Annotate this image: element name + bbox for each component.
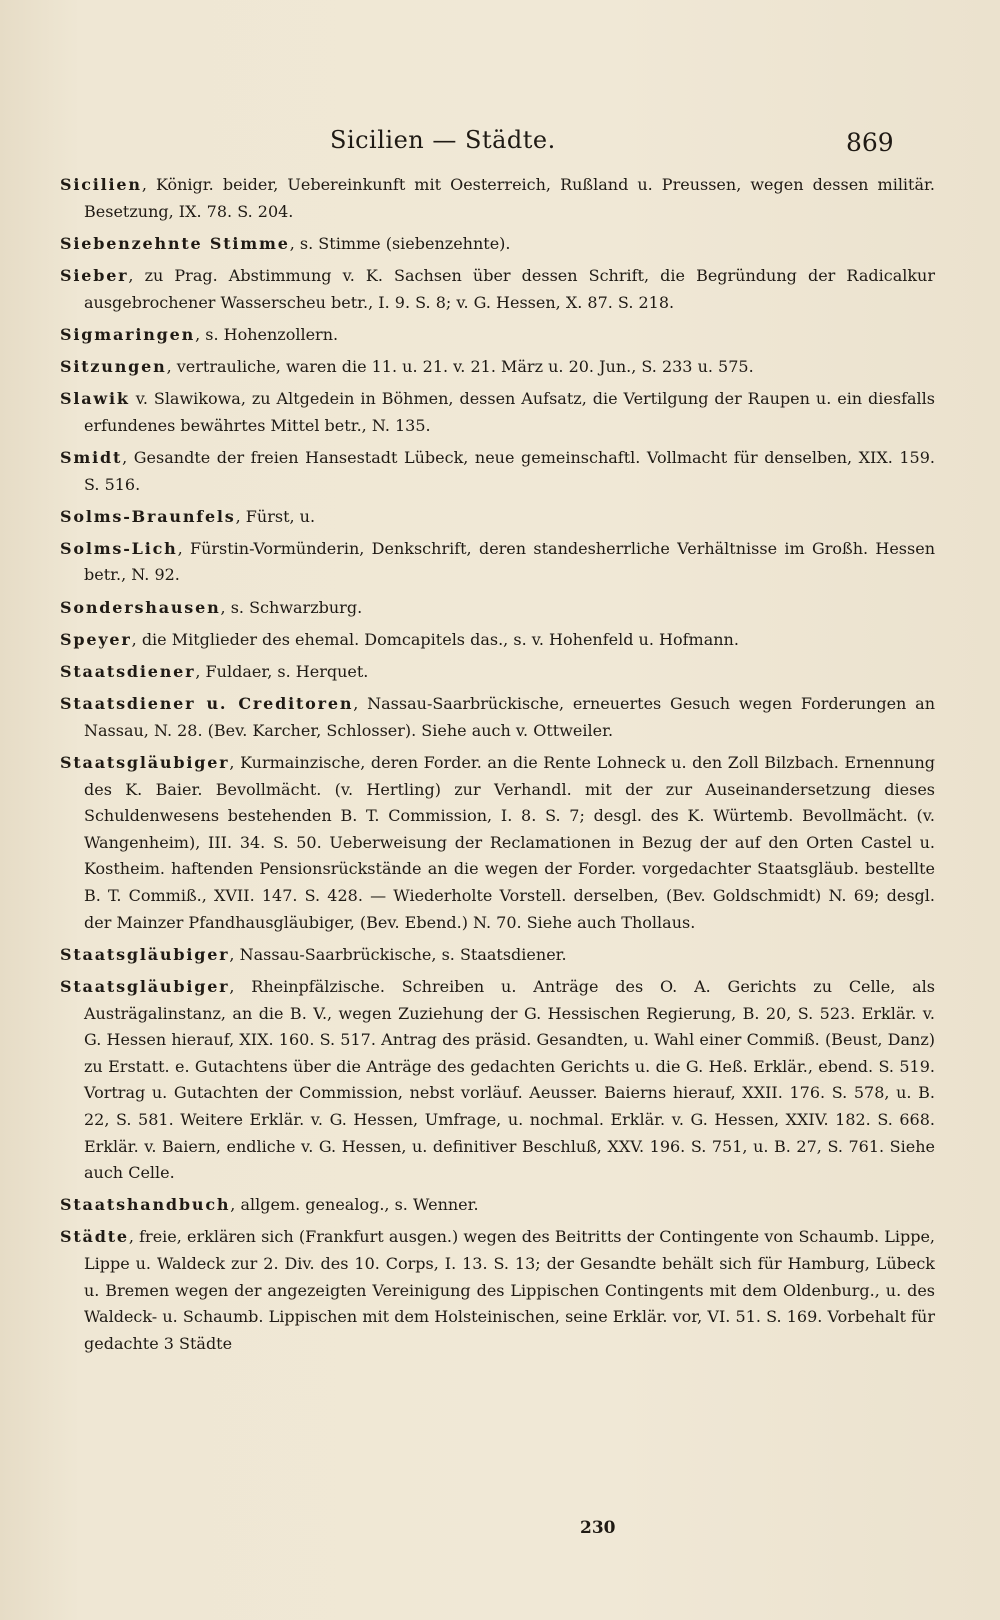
entry-headword: Smidt bbox=[60, 447, 123, 467]
entry-text: v. Slawikowa, zu Altgedein in Böhmen, dessen Aufsatz, die Vertilgung der Raupen u. ein diesfalls erfundenes bewährtes Mittel betr., N. 135. bbox=[84, 389, 935, 435]
entry-text: , s. Stimme (siebenzehnte). bbox=[289, 233, 511, 253]
entry-headword: Sondershausen bbox=[60, 597, 221, 617]
entry-text: , Königr. beider, Uebereinkunft mit Oesterreich, Rußland u. Preussen, wegen dessen militär. Besetzung, IX. 78. S. 204. bbox=[84, 175, 935, 221]
index-entries bbox=[60, 172, 935, 1363]
running-head: Sicilien — Städte. bbox=[330, 126, 556, 154]
entry-text: , s. Schwarzburg. bbox=[220, 597, 363, 617]
entry-text: , Fürst, u. bbox=[235, 506, 316, 526]
entry-text: , allgem. genealog., s. Wenner. bbox=[230, 1195, 479, 1215]
index-entry bbox=[60, 322, 935, 349]
entry-text: , vertrauliche, waren die 11. u. 21. v. 21. März u. 20. Jun., S. 233 u. 575. bbox=[166, 356, 754, 376]
entry-headword: Sitzungen bbox=[60, 356, 167, 376]
index-entry bbox=[60, 659, 935, 686]
index-entry bbox=[60, 627, 935, 654]
entry-headword: Sicilien bbox=[60, 175, 142, 194]
entry-text: , freie, erklären sich (Frankfurt ausgen.) wegen des Beitritts der Contingente von Schaumb. Lippe, Lippe u. Waldeck zur 2. Div. des 10. Corps, I. 13. S. 13; der Gesandte behält sich für Hamburg, Lübeck u. Bremen wegen der angezeigten Vereinigung des Lippischen Contingents mit dem Oldenburg., u. des Waldeck- u. Schaumb. Lippischen mit dem Holsteinischen, seine Erklär. vor, VI. 51. S. 169. Vorbehalt für gedachte 3 Städte bbox=[84, 1227, 935, 1353]
entry-headword: Sigmaringen bbox=[60, 324, 196, 344]
index-entry bbox=[60, 750, 935, 936]
index-entry bbox=[60, 504, 935, 531]
index-entry bbox=[60, 974, 935, 1187]
index-entry bbox=[60, 445, 935, 498]
index-entry bbox=[60, 1224, 935, 1357]
entry-text: , Fuldaer, s. Herquet. bbox=[195, 662, 369, 682]
entry-headword: Staatsdiener bbox=[60, 662, 196, 682]
entry-text: , Fürstin-Vormünderin, Denkschrift, deren standesherrliche Verhältnisse im Großh. Hessen betr., N. 92. bbox=[84, 538, 935, 585]
entry-headword: Staatsdiener u. Creditoren bbox=[60, 694, 354, 714]
signature-mark: 230 bbox=[580, 1518, 616, 1538]
entry-text: , Nassau-Saarbrückische, s. Staatsdiener. bbox=[229, 944, 567, 964]
index-entry bbox=[60, 231, 935, 258]
entry-headword: Städte bbox=[60, 1227, 129, 1247]
index-entry bbox=[60, 595, 935, 622]
index-entry bbox=[60, 354, 935, 381]
entry-headword: Siebenzehnte Stimme bbox=[60, 233, 290, 253]
entry-headword: Staatshandbuch bbox=[60, 1195, 231, 1215]
index-entry bbox=[60, 263, 935, 316]
index-entry bbox=[60, 942, 935, 969]
index-entry bbox=[60, 536, 935, 589]
entry-headword: Staatsgläubiger bbox=[60, 944, 230, 964]
page-header bbox=[0, 126, 1000, 166]
entry-text: , zu Prag. Abstimmung v. K. Sachsen über dessen Schrift, die Begründung der Radicalkur ausgebrochener Wasserscheu betr., I. 9. S. 8; v. G. Hessen, X. 87. S. 218. bbox=[84, 265, 935, 312]
entry-headword: Staatsgläubiger bbox=[60, 753, 230, 772]
entry-text: , Gesandte der freien Hansestadt Lübeck, neue gemeinschaftl. Vollmacht für denselben, XIX. 159. S. 516. bbox=[84, 447, 935, 494]
index-entry bbox=[60, 691, 935, 744]
entry-text: , Nassau-Saarbrückische, erneuertes Gesuch wegen Forderungen an Nassau, N. 28. (Bev. Karcher, Schlosser). Siehe auch v. Ottweiler. bbox=[84, 694, 935, 740]
entry-text: , die Mitglieder des ehemal. Domcapitels das., s. v. Hohenfeld u. Hofmann. bbox=[131, 629, 739, 649]
entry-headword: Speyer bbox=[60, 629, 132, 649]
index-entry bbox=[60, 1192, 935, 1219]
entry-text: , s. Hohenzollern. bbox=[195, 324, 339, 344]
entry-headword: Staatsgläubiger bbox=[60, 976, 230, 996]
entry-headword: Slawik bbox=[60, 389, 130, 409]
entry-headword: Solms-Lich bbox=[60, 538, 178, 558]
page-number: 869 bbox=[846, 128, 894, 157]
entry-text: , Rheinpfälzische. Schreiben u. Anträge des O. A. Gerichts zu Celle, als Austrägalinstanz, an die B. V., wegen Zuziehung der G. Hessischen Regierung, B. 20, S. 523. Erklär. v. G. Hessen hierauf, XIX. 160. S. 517. Antrag des präsid. Gesandten, u. Wahl einer Commiß. (Beust, Danz) zu Erstatt. e. Gutachtens über die Anträge des gedachten Gerichts u. die G. Heß. Erklär., ebend. S. 519. Vortrag u. Gutachten der Commission, nebst vorläuf. Aeusser. Baierns hierauf, XXII. 176. S. 578, u. B. 22, S. 581. Weitere Erklär. v. G. Hessen, Umfrage, u. nochmal. Erklär. v. G. Hessen, XXIV. 182. S. 668. Erklär. v. Baiern, endliche v. G. Hessen, u. definitiver Beschluß, XXV. 196. S. 751, u. B. 27, S. 761. Siehe auch Celle. bbox=[84, 976, 935, 1183]
index-entry bbox=[60, 386, 935, 439]
index-entry bbox=[60, 172, 935, 225]
entry-headword: Sieber bbox=[60, 265, 129, 285]
entry-headword: Solms-Braunfels bbox=[60, 506, 236, 526]
entry-text: , Kurmainzische, deren Forder. an die Rente Lohneck u. den Zoll Bilzbach. Ernennung des K. Baier. Bevollmächt. (v. Hertling) zur Verhandl. mit der zur Auseinandersetzung dieses Schuldenwesens bestehenden B. T. Commission, I. 8. S. 7; desgl. des K. Würtemb. Bevollmächt. (v. Wangenheim), III. 34. S. 50. Ueberweisung der Reclamationen in Bezug der auf den Orten Castel u. Kostheim. haftenden Pensionsrückstände an die wegen der Forder. vorgedachter Staatsgläub. bestellte B. T. Commiß., XVII. 147. S. 428. — Wiederholte Vorstell. derselben, (Bev. Goldschmidt) N. 69; desgl. der Mainzer Pfandhausgläubiger, (Bev. Ebend.) N. 70. Siehe auch Thollaus. bbox=[84, 753, 935, 932]
